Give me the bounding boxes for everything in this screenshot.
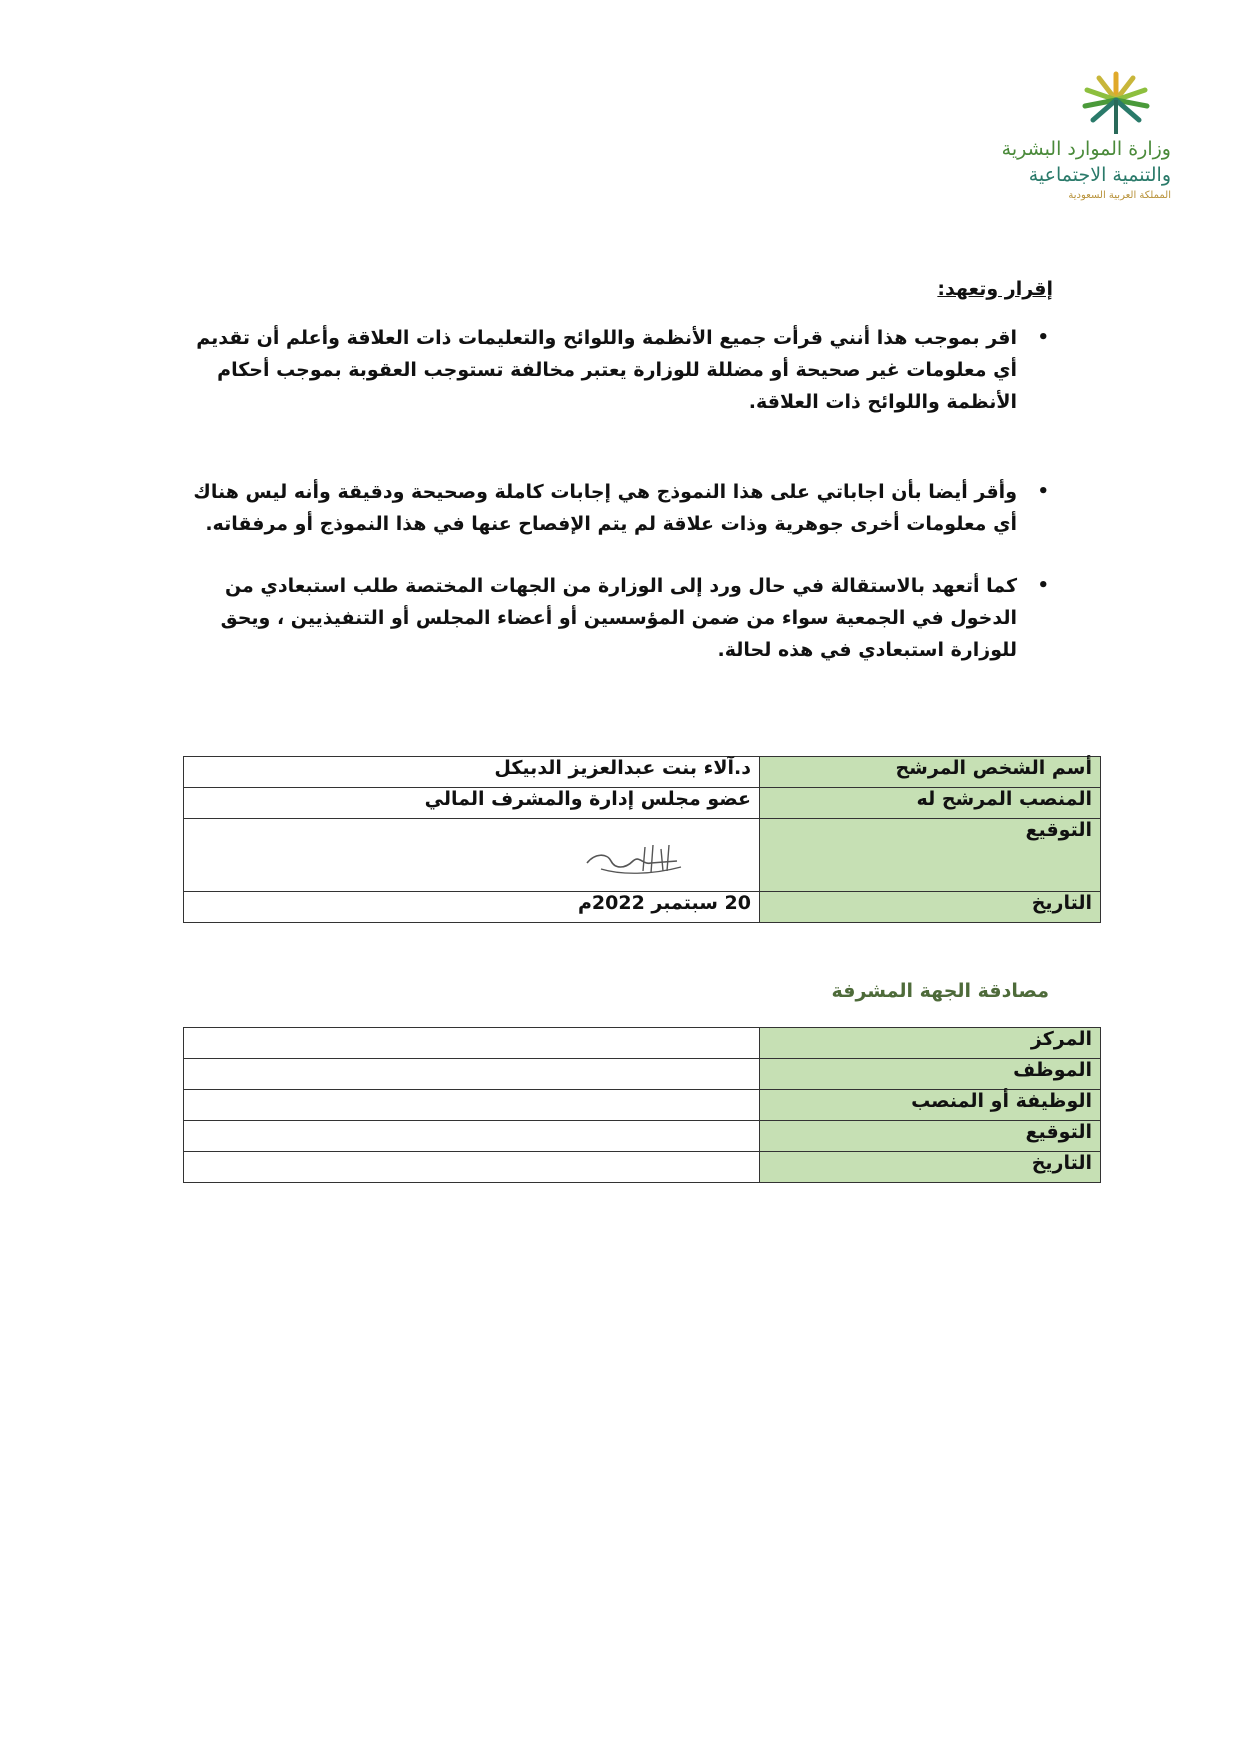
- table-row: [184, 1152, 1101, 1183]
- job-title-label: الوظيفة أو المنصب: [760, 1090, 1101, 1121]
- bullet-icon: •: [1037, 575, 1049, 596]
- ministry-logo: [991, 70, 1171, 210]
- logo-ministry-name-line1: وزارة الموارد البشرية: [1001, 138, 1171, 160]
- nominee-table: [183, 756, 1101, 923]
- logo-country-name: المملكة العربية السعودية: [1068, 190, 1171, 201]
- nominee-name-label: أسم الشخص المرشح: [760, 757, 1101, 788]
- endorsement-date-field[interactable]: [184, 1152, 760, 1183]
- declaration-text: وأقر أيضا بأن اجاباتي على هذا النموذج هي إجابات كاملة وصحيحة ودقيقة وأنه ليس هناك أي معلومات أخرى جوهرية وذات علاقة لم يتم الإفصاح عنها في هذا النموذج أو مرفقاته.: [193, 481, 1017, 535]
- nominee-name-field[interactable]: د.آلاء بنت عبدالعزيز الدبيكل: [184, 757, 760, 788]
- palm-emblem-icon: [1079, 70, 1153, 136]
- table-row: [184, 1028, 1101, 1059]
- endorsement-table: [183, 1027, 1101, 1183]
- endorsement-date-label: التاريخ: [760, 1152, 1101, 1183]
- declaration-text: اقر بموجب هذا أنني قرأت جميع الأنظمة واللوائح والتعليمات ذات العلاقة وأعلم أن تقديم أي معلومات غير صحيحة أو مضللة للوزارة يعتبر مخالفة تستوجب العقوبة بموجب أحكام الأنظمة واللوائح ذات العلاقة.: [196, 327, 1017, 413]
- list-item: [183, 476, 1053, 540]
- logo-ministry-name-line2: والتنمية الاجتماعية: [1028, 164, 1171, 186]
- handwritten-signature: [581, 841, 691, 881]
- table-row: [184, 892, 1101, 923]
- table-row: [184, 819, 1101, 892]
- job-title-field[interactable]: [184, 1090, 760, 1121]
- employee-label: الموظف: [760, 1059, 1101, 1090]
- signature-field[interactable]: [184, 819, 760, 892]
- table-row: [184, 757, 1101, 788]
- endorsement-signature-label: التوقيع: [760, 1121, 1101, 1152]
- center-field[interactable]: [184, 1028, 760, 1059]
- table-row: [184, 1121, 1101, 1152]
- list-item: [183, 322, 1053, 418]
- signature-label: التوقيع: [760, 819, 1101, 892]
- declaration-list: [183, 322, 1053, 666]
- table-row: [184, 1059, 1101, 1090]
- endorsement-signature-field[interactable]: [184, 1121, 760, 1152]
- bullet-icon: •: [1037, 327, 1049, 348]
- table-row: [184, 788, 1101, 819]
- date-label: التاريخ: [760, 892, 1101, 923]
- declaration-heading: إقرار وتعهد:: [937, 278, 1053, 300]
- nominee-position-field[interactable]: عضو مجلس إدارة والمشرف المالي: [184, 788, 760, 819]
- date-field[interactable]: 20 سبتمبر 2022م: [184, 892, 760, 923]
- employee-field[interactable]: [184, 1059, 760, 1090]
- declaration-text: كما أتعهد بالاستقالة في حال ورد إلى الوزارة من الجهات المختصة طلب استبعادي من الدخول في الجمعية سواء من ضمن المؤسسين أو أعضاء المجلس أو التنفيذيين ، ويحق للوزارة استبعادي في هذه لحالة.: [220, 575, 1017, 661]
- table-row: [184, 1090, 1101, 1121]
- list-item: [183, 570, 1053, 666]
- center-label: المركز: [760, 1028, 1101, 1059]
- bullet-icon: •: [1037, 481, 1049, 502]
- endorsement-title: مصادقة الجهة المشرفة: [831, 980, 1049, 1002]
- nominee-position-label: المنصب المرشح له: [760, 788, 1101, 819]
